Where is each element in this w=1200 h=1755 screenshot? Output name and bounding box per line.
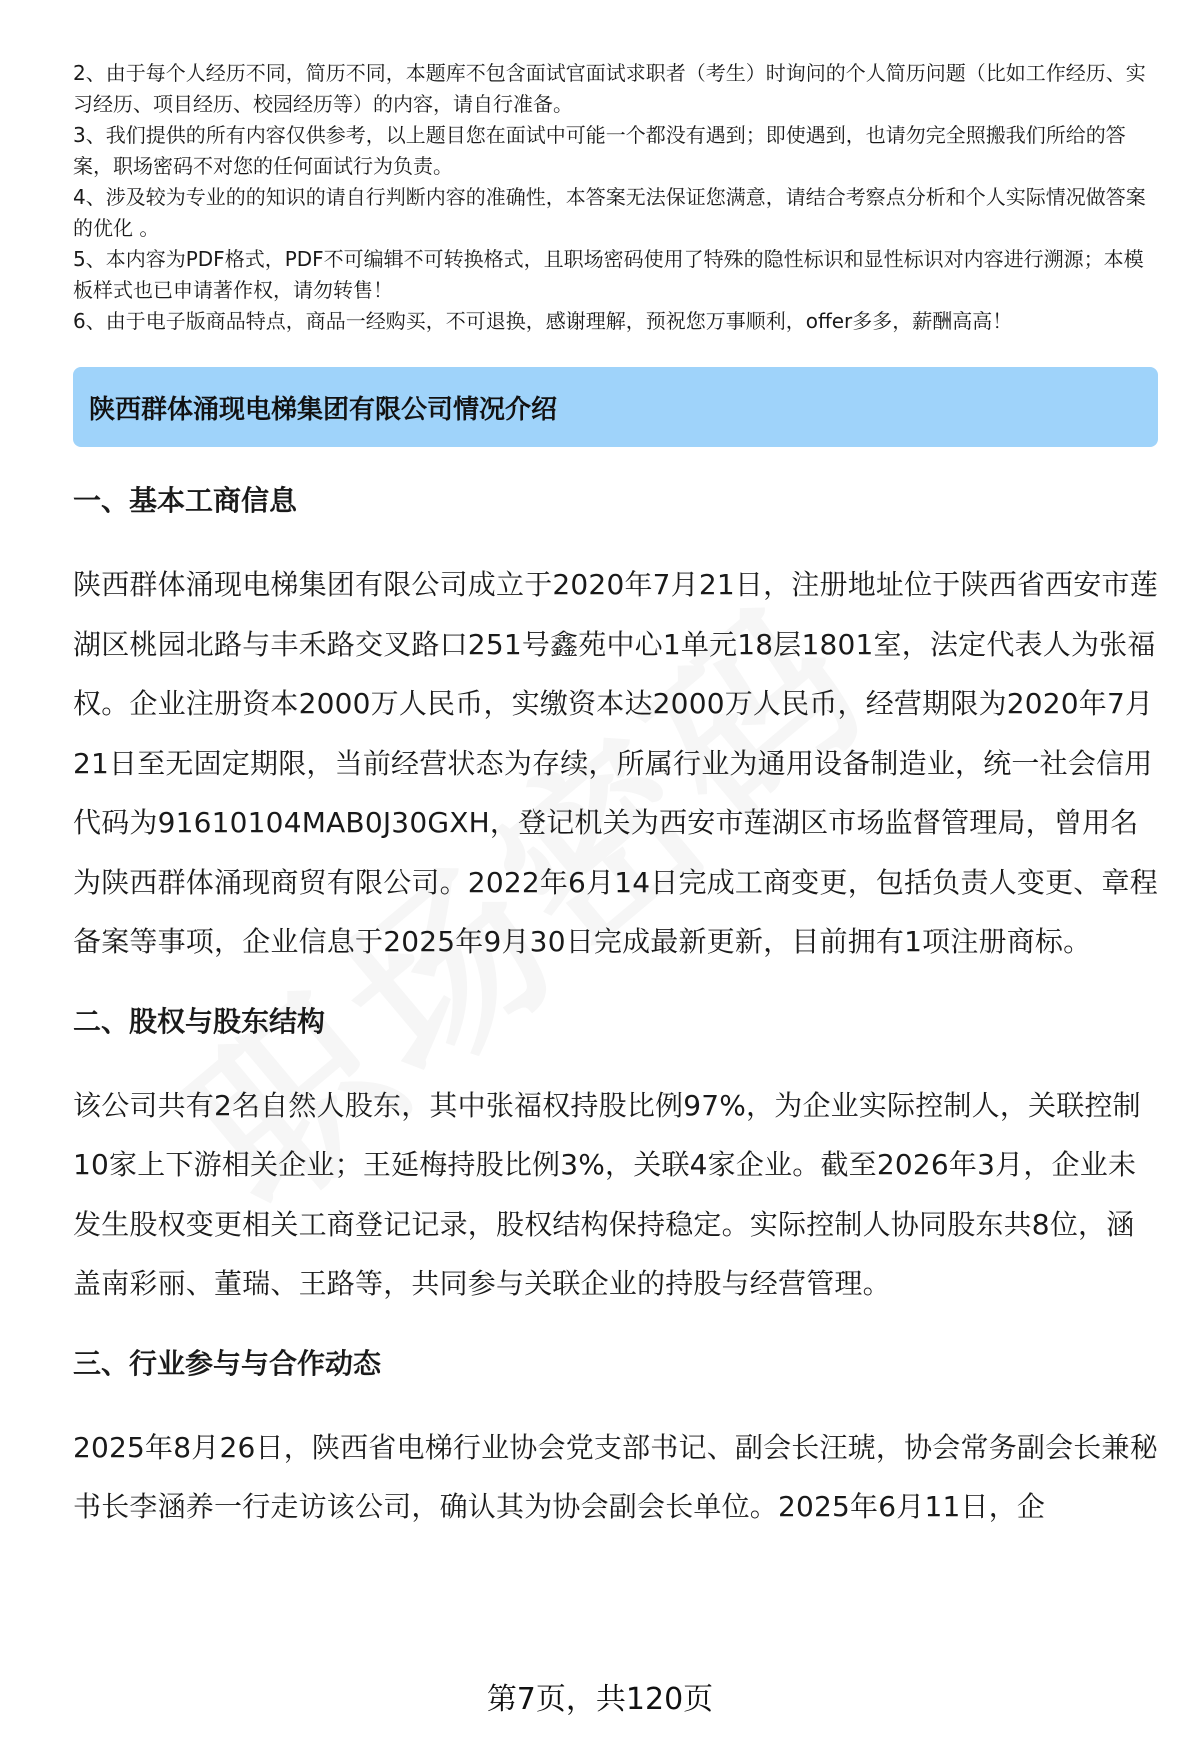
section-paragraph: 陕西群体涌现电梯集团有限公司成立于2020年7月21日，注册地址位于陕西省西安市莲湖区桃园北路与丰禾路交叉路口251号鑫苑中心1单元18层1801室，法定代表人为张福权。企业注册资本2000万人民币，实缴资本达2000万人民币，经营期限为2020年7月21日至无固定期限，当前经营状态为存续，所属行业为通用设备制造业，统一社会信用代码为91610104MAB0J30GXH，登记机关为西安市莲湖区市场监督管理局，曾用名为陕西群体涌现商贸有限公司。2022年6月14日完成工商变更，包括负责人变更、章程备案等事项，企业信息于2025年9月30日完成最新更新，目前拥有1项注册商标。 <box>73 568 1158 958</box>
note-item: 3、我们提供的所有内容仅供参考，以上题目您在面试中可能一个都没有遇到；即使遇到，也请勿完全照搬我们所给的答案，职场密码不对您的任何面试行为负责。 <box>73 123 1126 178</box>
section-heading: 二、股权与股东结构 <box>73 1004 326 1038</box>
company-title-banner <box>73 367 1158 447</box>
note-item: 2、由于每个人经历不同，简历不同，本题库不包含面试官面试求职者（考生）时询问的个人简历问题（比如工作经历、实习经历、项目经历、校园经历等）的内容，请自行准备。 <box>73 61 1146 116</box>
note-item: 5、本内容为PDF格式，PDF不可编辑不可转换格式，且职场密码使用了特殊的隐性标识和显性标识对内容进行溯源；本模板样式也已申请著作权，请勿转售！ <box>73 247 1144 302</box>
page-content <box>73 58 1158 1567</box>
company-title: 陕西群体涌现电梯集团有限公司情况介绍 <box>89 394 558 425</box>
section-industry <box>73 1344 1158 1537</box>
section-heading: 三、行业参与与合作动态 <box>73 1346 382 1380</box>
section-equity <box>73 1002 1158 1314</box>
section-basic-info <box>73 481 1158 972</box>
section-paragraph: 2025年8月26日，陕西省电梯行业协会党支部书记、副会长汪琥，协会常务副会长兼秘书长李涵养一行走访该公司，确认其为协会副会长单位。2025年6月11日，企 <box>73 1430 1158 1523</box>
section-paragraph: 该公司共有2名自然人股东，其中张福权持股比例97%，为企业实际控制人，关联控制10家上下游相关企业；王延梅持股比例3%，关联4家企业。截至2026年3月，企业未发生股权变更相关工商登记记录，股权结构保持稳定。实际控制人协同股东共8位，涵盖南彩丽、董瑞、王路等，共同参与关联企业的持股与经营管理。 <box>73 1088 1141 1300</box>
page-number: 第7页，共120页 <box>486 1682 714 1717</box>
notes-list <box>73 58 1158 337</box>
note-item: 6、由于电子版商品特点，商品一经购买，不可退换，感谢理解，预祝您万事顺利，offer多多，薪酬高高！ <box>73 309 1013 333</box>
note-item: 4、涉及较为专业的的知识的请自行判断内容的准确性，本答案无法保证您满意，请结合考察点分析和个人实际情况做答案的优化 。 <box>73 185 1146 240</box>
section-heading: 一、基本工商信息 <box>73 484 298 517</box>
